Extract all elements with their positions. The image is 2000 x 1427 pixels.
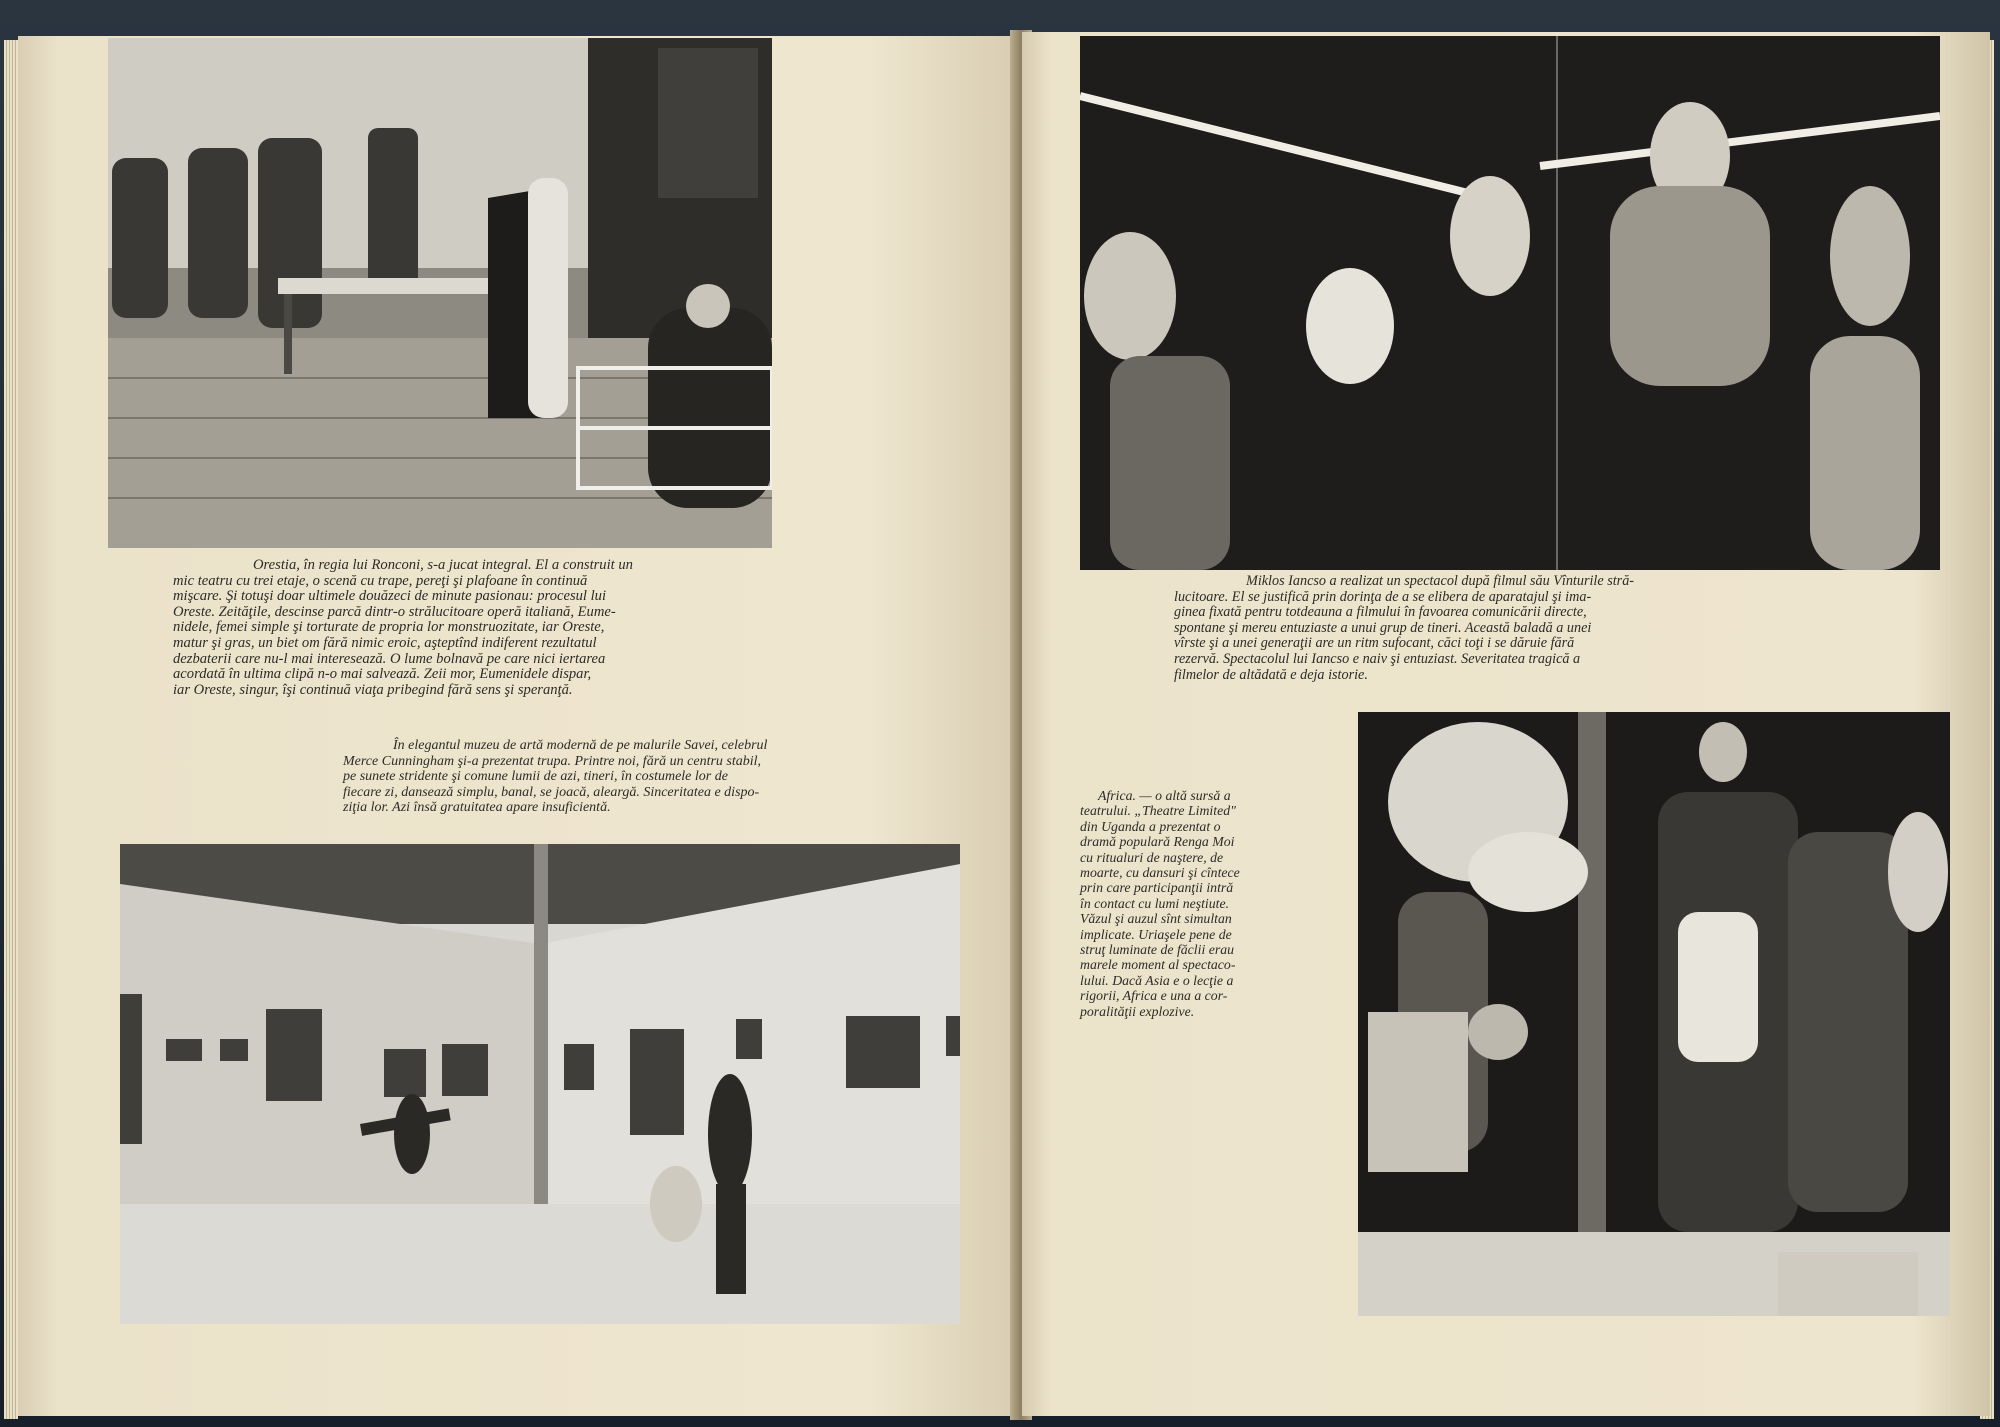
- caption-line: Oreste. Zeităţile, descinse parcă dintr-o strălucitoare operă italiană, Eume-: [173, 603, 616, 620]
- page-edges-left: [4, 40, 18, 1419]
- caption-line: implicate. Uriaşele pene de: [1080, 926, 1232, 942]
- africa-caption: [1080, 788, 1316, 1019]
- caption-line: filmelor de altădată e deja istorie.: [1174, 666, 1368, 683]
- caption-line: acordată în ultima clipă n-o mai salvează. Zeii mor, Eumenidele dispar,: [173, 666, 592, 683]
- caption-line: spontane şi mereu entuziaste a unui grup de tineri. Această baladă a unei: [1174, 619, 1592, 636]
- caption-line: ginea fixată pentru totdeauna a filmului în favoarea comunicării directe,: [1174, 604, 1587, 621]
- caption-line: poralităţii explozive.: [1080, 1003, 1195, 1019]
- caption-line: marele moment al spectaco-: [1080, 957, 1236, 973]
- caption-line: pe sunete stridente şi comune lumii de azi, tineri, în costumele lor de: [343, 769, 728, 785]
- caption-line: nidele, femei simple şi torturate de propria lor monstruozitate, iar Oreste,: [173, 619, 605, 636]
- right-page: [1022, 32, 1990, 1416]
- caption-line: fiecare zi, dansează simplu, banal, se joacă, aleargă. Sinceritatea e dispo-: [343, 784, 760, 800]
- caption-line: în contact cu lumi neştiute.: [1080, 895, 1230, 911]
- caption-line: Miklos Iancso a realizat un spectacol după filmul său Vînturile stră-: [1246, 573, 1635, 589]
- caption-line: În elegantul muzeu de artă modernă de pe malurile Savei, celebrul: [393, 738, 768, 753]
- caption-line: iar Oreste, singur, îşi continuă viaţa pribegind fără sens şi speranţă.: [173, 681, 573, 698]
- caption-line: Merce Cunningham şi-a prezentat trupa. Printre noi, fără un centru stabil,: [343, 753, 762, 769]
- caption-line: Văzul şi auzul sînt simultan: [1080, 911, 1232, 927]
- africa-dance-photo: [1358, 712, 1950, 1316]
- caption-line: lucitoare. El se justifică prin dorinţa de a se elibera de aparatajul şi ima-: [1174, 588, 1592, 605]
- caption-line: mişcare. Şi totuşi doar ultimele douăzeci de minute pasionau: procesul lui: [173, 588, 607, 605]
- orestia-caption: [173, 558, 763, 698]
- caption-line: mic teatru cu trei etaje, o scenă cu trape, pereţi şi plafoane în continuă: [173, 572, 588, 589]
- caption-line: ziţia lor. Azi însă gratuitatea apare insuficientă.: [343, 800, 611, 816]
- jancso-performers-photo: [1080, 36, 1940, 570]
- caption-line: rigorii, Africa e una a cor-: [1080, 988, 1228, 1004]
- caption-line: matur şi gras, un biet om fără nimic eroic, aşteptînd indiferent rezultatul: [173, 634, 597, 651]
- caption-line: rezervă. Spectacolul lui Iancso e naiv şi entuziast. Severitatea tragică a: [1174, 650, 1581, 667]
- caption-line: vîrste şi a unei generaţii are un ritm sufocant, căci toţi i se dăruie fără: [1174, 635, 1575, 652]
- left-page: [18, 36, 1018, 1416]
- orestia-stage-photo: [108, 38, 772, 548]
- caption-line: teatrului. „Theatre Limited": [1080, 803, 1236, 819]
- caption-line: Orestia, în regia lui Ronconi, s-a jucat integral. El a construit un: [253, 557, 633, 573]
- caption-line: cu ritualuri de naştere, de: [1080, 849, 1224, 865]
- cunningham-dance-photo: [120, 844, 960, 1324]
- caption-line: struţ luminate de făclii erau: [1080, 942, 1235, 958]
- caption-line: prin care participanţii intră: [1080, 880, 1234, 896]
- caption-line: dramă populară Renga Moi: [1080, 834, 1235, 850]
- caption-line: din Uganda a prezentat o: [1080, 818, 1221, 834]
- caption-line: dezbaterii care nu-l mai interesează. O lume bolnavă pe care nici iertarea: [173, 650, 606, 667]
- caption-line: lului. Dacă Asia e o lecţie a: [1080, 972, 1234, 988]
- jancso-caption: [1174, 574, 1794, 683]
- caption-line: Africa. — o altă sursă a: [1098, 788, 1231, 803]
- cunningham-caption: [343, 738, 768, 816]
- caption-line: moarte, cu dansuri şi cîntece: [1080, 865, 1240, 881]
